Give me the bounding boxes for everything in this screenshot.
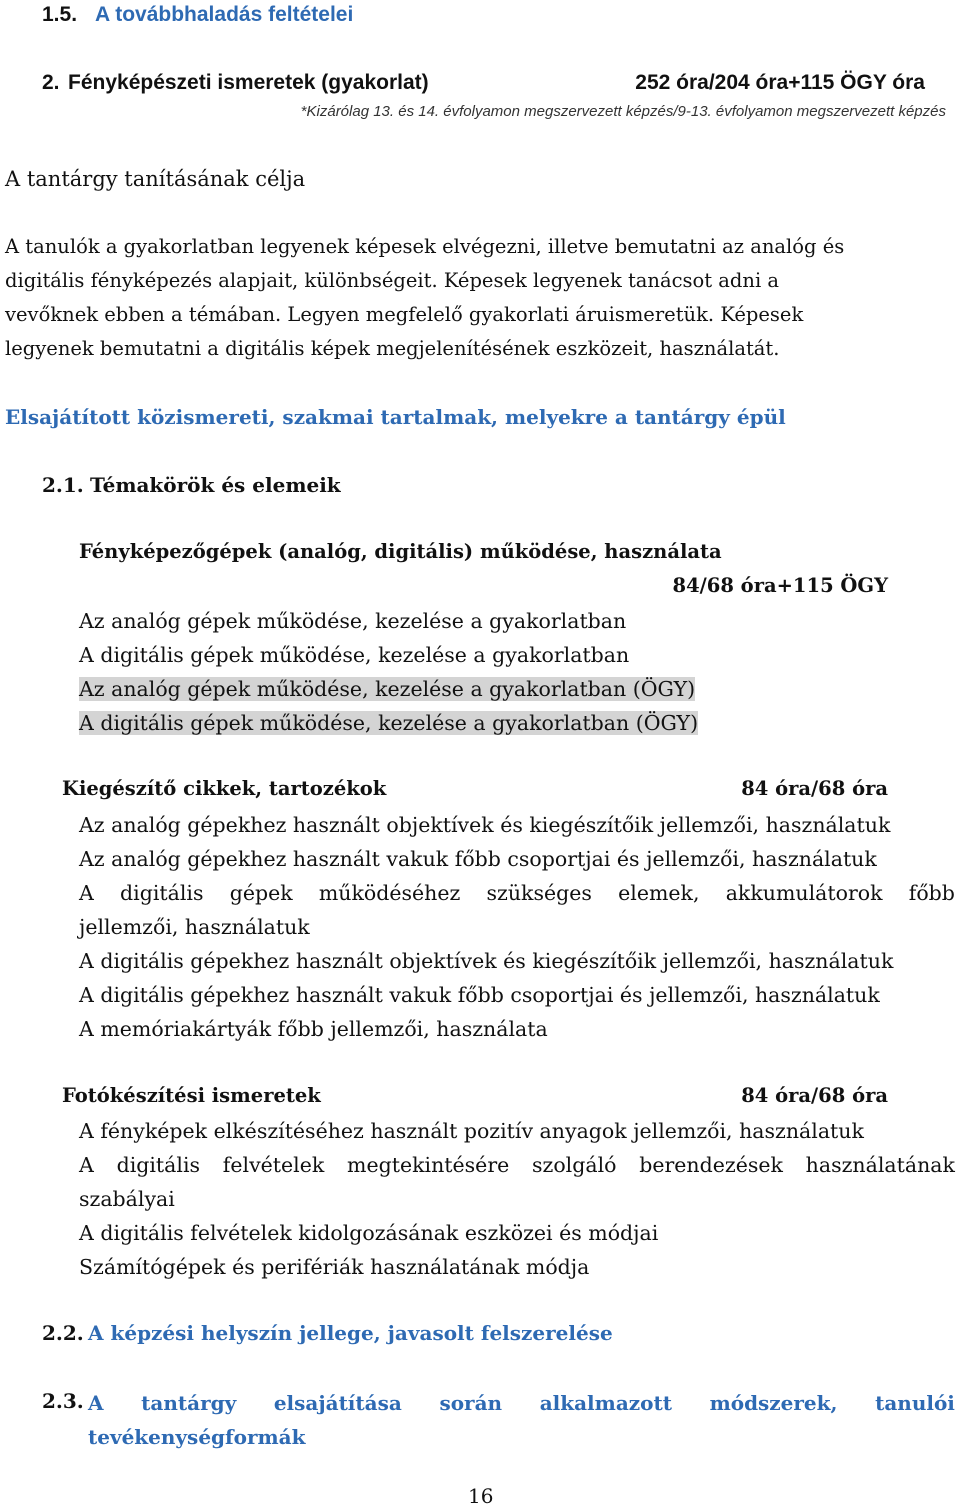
topic2-hours: 84 óra/68 óra (741, 777, 888, 800)
topic1-hours: 84/68 óra+115 ÖGY (672, 574, 888, 597)
word: gépek (229, 881, 293, 905)
list-item-highlighted: A digitális gépek működése, kezelése a gyakorlatban (ÖGY) (79, 711, 699, 735)
section-2-note: *Kizárólag 13. és 14. évfolyamon megszervezett képzés/9-13. évfolyamon megszervezett képzés (300, 103, 946, 120)
list-item: A digitális gépekhez használt objektívek és kiegészítőik jellemzői, használatuk (79, 949, 894, 973)
section-1-5-number: 1.5. (42, 3, 78, 26)
word: felvételek (222, 1153, 325, 1177)
word: A (88, 1391, 104, 1415)
section-2-2-number: 2.2. (42, 1321, 84, 1345)
word: tanulói (875, 1391, 955, 1415)
word: során (439, 1391, 503, 1415)
topic3-hours: 84 óra/68 óra (741, 1084, 888, 1107)
topic2-title: Kiegészítő cikkek, tartozékok (62, 777, 387, 800)
section-2-1-number: 2.1. (42, 473, 84, 497)
list-item (79, 876, 955, 910)
word: digitális (116, 1153, 201, 1177)
goal-heading: A tantárgy tanításának célja (5, 167, 306, 191)
word: akkumulátorok (725, 881, 883, 905)
topic3-title: Fotókészítési ismeretek (62, 1084, 321, 1107)
topic3-items (79, 1114, 955, 1284)
section-1-5-title: A továbbhaladás feltételei (95, 3, 354, 26)
word: alkalmazott (539, 1391, 672, 1415)
word: szükséges (486, 881, 592, 905)
word: elsajátítása (273, 1391, 402, 1415)
list-item: A digitális gépekhez használt vakuk főbb csoportjai és jellemzői, használatuk (79, 983, 880, 1007)
list-item: szabályai (79, 1187, 175, 1211)
word: főbb (908, 881, 955, 905)
word: berendezések (639, 1153, 783, 1177)
section-2-title: Fényképészeti ismeretek (gyakorlat) (68, 71, 429, 94)
list-item: A digitális gépek működése, kezelése a gyakorlatban (79, 643, 630, 667)
word: működéséhez (318, 881, 461, 905)
topic2-items (79, 808, 955, 1046)
word: tantárgy (141, 1391, 237, 1415)
list-item-highlighted: Az analóg gépek működése, kezelése a gyakorlatban (ÖGY) (79, 677, 696, 701)
list-item: jellemzői, használatuk (79, 915, 310, 939)
list-item: Az analóg gépekhez használt vakuk főbb csoportjai és jellemzői, használatuk (79, 847, 877, 871)
topic1-title: Fényképezőgépek (analóg, digitális) működése, használata (79, 540, 722, 563)
word: módszerek, (709, 1391, 838, 1415)
topic1-items (79, 604, 698, 740)
section-2-2-title: A képzési helyszín jellege, javasolt felszerelése (88, 1321, 613, 1345)
list-item: A digitális felvételek kidolgozásának eszközei és módjai (79, 1221, 659, 1245)
list-item: Az analóg gépek működése, kezelése a gyakorlatban (79, 609, 627, 633)
word: digitális (120, 881, 204, 905)
list-item (79, 672, 698, 706)
list-item: A memóriakártyák főbb jellemzői, használata (79, 1017, 548, 1041)
goal-line: digitális fényképezés alapjait, különbségeit. Képesek legyenek tanácsot adni a (5, 269, 780, 292)
word: szolgáló (532, 1153, 617, 1177)
section-2-3-number: 2.3. (42, 1389, 84, 1413)
list-item: A fényképek elkészítéséhez használt pozitív anyagok jellemzői, használatuk (79, 1119, 864, 1143)
word: elemek, (618, 881, 700, 905)
word: megtekintésére (347, 1153, 510, 1177)
word: A (79, 1153, 94, 1177)
word: A (79, 881, 94, 905)
page-number: 16 (468, 1484, 494, 1508)
list-item: Az analóg gépekhez használt objektívek és kiegészítőik jellemzői, használatuk (79, 813, 891, 837)
section-2-3-title-line: tevékenységformák (88, 1425, 306, 1449)
section-2-number: 2. (42, 71, 60, 94)
section-2-hours: 252 óra/204 óra+115 ÖGY óra (635, 71, 925, 94)
list-item: Számítógépek és perifériák használatának módja (79, 1255, 590, 1279)
list-item (79, 1148, 955, 1182)
goal-line: vevőknek ebben a témában. Legyen megfelelő gyakorlati áruismeretük. Képesek (5, 303, 804, 326)
prior-knowledge-heading: Elsajátított közismereti, szakmai tartalmak, melyekre a tantárgy épül (5, 405, 786, 429)
goal-line: A tanulók a gyakorlatban legyenek képesek elvégezni, illetve bemutatni az analóg és (5, 235, 845, 258)
section-2-1-title: Témakörök és elemeik (90, 473, 341, 497)
list-item (79, 706, 698, 740)
word: használatának (805, 1153, 955, 1177)
section-2-3-title-line (88, 1386, 955, 1420)
goal-paragraph (5, 230, 955, 366)
section-2-3-title (88, 1386, 955, 1454)
goal-line: legyenek bemutatni a digitális képek megjelenítésének eszközeit, használatát. (5, 337, 780, 360)
